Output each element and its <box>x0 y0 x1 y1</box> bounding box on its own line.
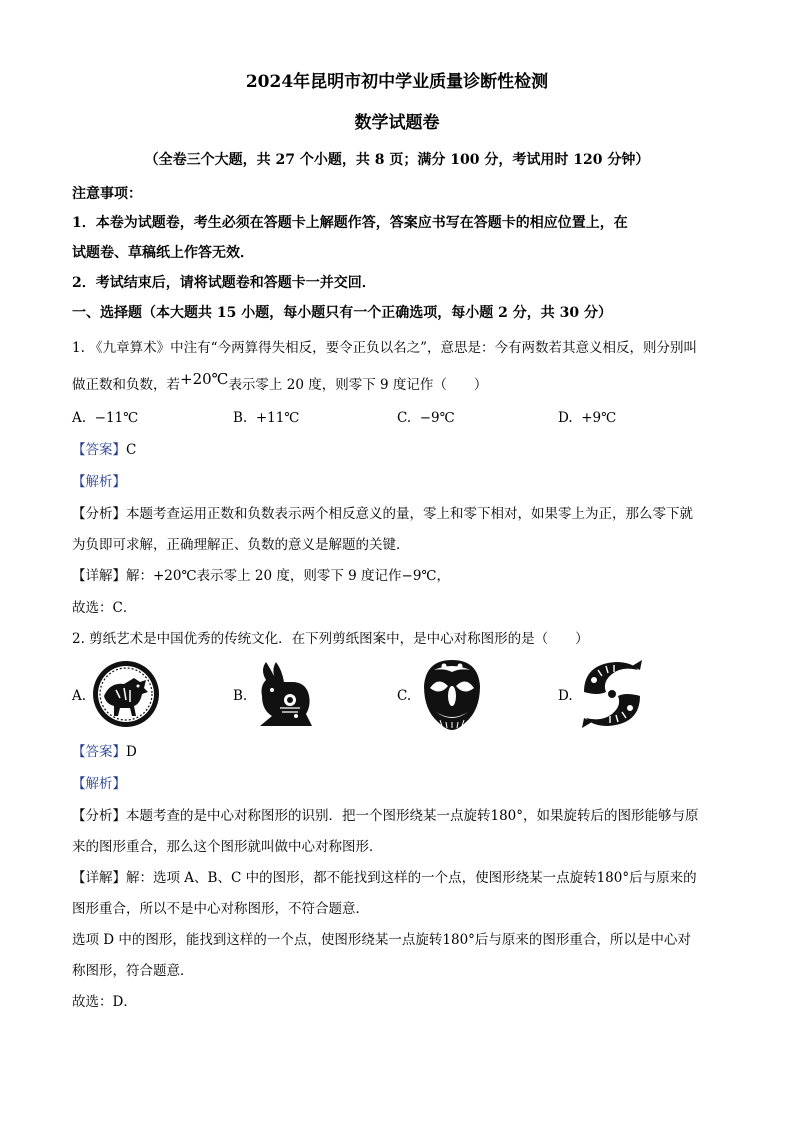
q2-option-c-letter: C. <box>397 688 412 704</box>
q2-option-a-letter: A. <box>72 688 87 704</box>
answer-value: C <box>126 442 137 458</box>
q2-answer <box>72 742 137 762</box>
answer-tag: 【答案】 <box>72 442 126 458</box>
opera-mask-papercut-icon <box>416 656 488 732</box>
rabbit-papercut-icon <box>250 656 322 732</box>
q1-answer <box>72 440 136 460</box>
q2-conclusion: 故选：D． <box>72 994 137 1010</box>
q1-fenxi <box>72 504 693 524</box>
option-letter: A. <box>72 410 87 426</box>
exam-info: （全卷三个大题，共 27 个小题，共 8 页；满分 100 分，考试用时 120 分钟） <box>144 152 650 168</box>
option-text: −11℃ <box>94 410 139 426</box>
fenxi-tag: 【分析】 <box>72 808 126 824</box>
q1-stem-part-a: 做正数和负数，若 <box>72 377 180 393</box>
section-heading: 一、选择题（本大题共 15 小题，每小题只有一个正确选项，每小题 2 分，共 30 分） <box>72 305 612 321</box>
detail-tag: 【详解】 <box>72 870 126 886</box>
q2-stem: 2. 剪纸艺术是中国优秀的传统文化．在下列剪纸图案中，是中心对称图形的是（ ） <box>72 631 589 647</box>
q2-fenxi-cont: 来的图形重合，那么这个图形就叫做中心对称图形． <box>72 839 383 855</box>
q1-conclusion: 故选：C． <box>72 600 137 616</box>
q1-option-d <box>558 408 616 428</box>
q1-option-c <box>397 408 455 428</box>
answer-tag: 【答案】 <box>72 744 126 760</box>
detail-tag: 【详解】 <box>72 568 126 584</box>
q2-option-b-letter: B. <box>233 688 248 704</box>
q1-stem-cont <box>72 370 488 395</box>
q2-detail-cont-2: 选项 D 中的图形，能找到这样的一个点，使图形绕某一点旋转180°后与原来的图形重合，所以是中心对 <box>72 932 691 948</box>
q1-analysis-tag: 【解析】 <box>72 474 126 490</box>
option-text: +11℃ <box>255 410 300 426</box>
q2-detail <box>72 868 697 888</box>
q1-stem-part-b: 表示零上 20 度，则零下 9 度记作（ ） <box>228 377 488 393</box>
q1-option-a <box>72 408 138 428</box>
notice-item-2: 2．考试结束后，请将试题卷和答题卡一并交回． <box>72 275 376 291</box>
option-text: −9℃ <box>419 410 455 426</box>
notice-heading: 注意事项： <box>72 186 142 202</box>
twin-fish-papercut-icon <box>576 656 648 732</box>
q2-detail-cont-3: 称图形，符合题意． <box>72 963 194 979</box>
notice-item-1: 1．本卷为试题卷，考生必须在答题卡上解题作答，答案应书写在答题卡的相应位置上，在 <box>72 215 628 231</box>
detail-text: 解：+20℃表示零上 20 度，则零下 9 度记作−9℃， <box>126 568 451 584</box>
fenxi-text: 本题考查的是中心对称图形的识别．把一个图形绕某一点旋转180°，如果旋转后的图形能够与原 <box>126 808 699 824</box>
exam-title: 2024年昆明市初中学业质量诊断性检测 <box>245 72 549 92</box>
q1-option-b <box>233 408 299 428</box>
q1-math-value: +20℃ <box>180 370 229 388</box>
option-letter: D. <box>558 410 573 426</box>
q1-detail <box>72 566 450 586</box>
fenxi-text: 本题考查运用正数和负数表示两个相反意义的量，零上和零下相对，如果零上为正，那么零下就 <box>126 506 693 522</box>
q2-analysis-tag: 【解析】 <box>72 776 126 792</box>
q2-fenxi <box>72 806 699 826</box>
ox-papercut-icon <box>90 656 162 732</box>
detail-text: 解：选项 A、B、C 中的图形，都不能找到这样的一个点，使图形绕某一点旋转180°后与原来的 <box>126 870 697 886</box>
notice-item-1-cont: 试题卷、草稿纸上作答无效． <box>72 245 254 261</box>
q1-stem: 1. 《九章算术》中注有“今两算得失相反，要令正负以名之”，意思是：今有两数若其意义相反，则分别叫 <box>72 340 697 356</box>
q2-detail-cont-1: 图形重合，所以不是中心对称图形，不符合题意． <box>72 901 369 917</box>
answer-value: D <box>126 744 137 760</box>
q2-option-d-letter: D. <box>558 688 573 704</box>
q1-fenxi-cont: 为负即可求解，正确理解正、负数的意义是解题的关键． <box>72 537 410 553</box>
fenxi-tag: 【分析】 <box>72 506 126 522</box>
exam-subtitle: 数学试题卷 <box>354 113 440 133</box>
option-letter: C. <box>397 410 412 426</box>
option-letter: B. <box>233 410 248 426</box>
option-text: +9℃ <box>581 410 617 426</box>
